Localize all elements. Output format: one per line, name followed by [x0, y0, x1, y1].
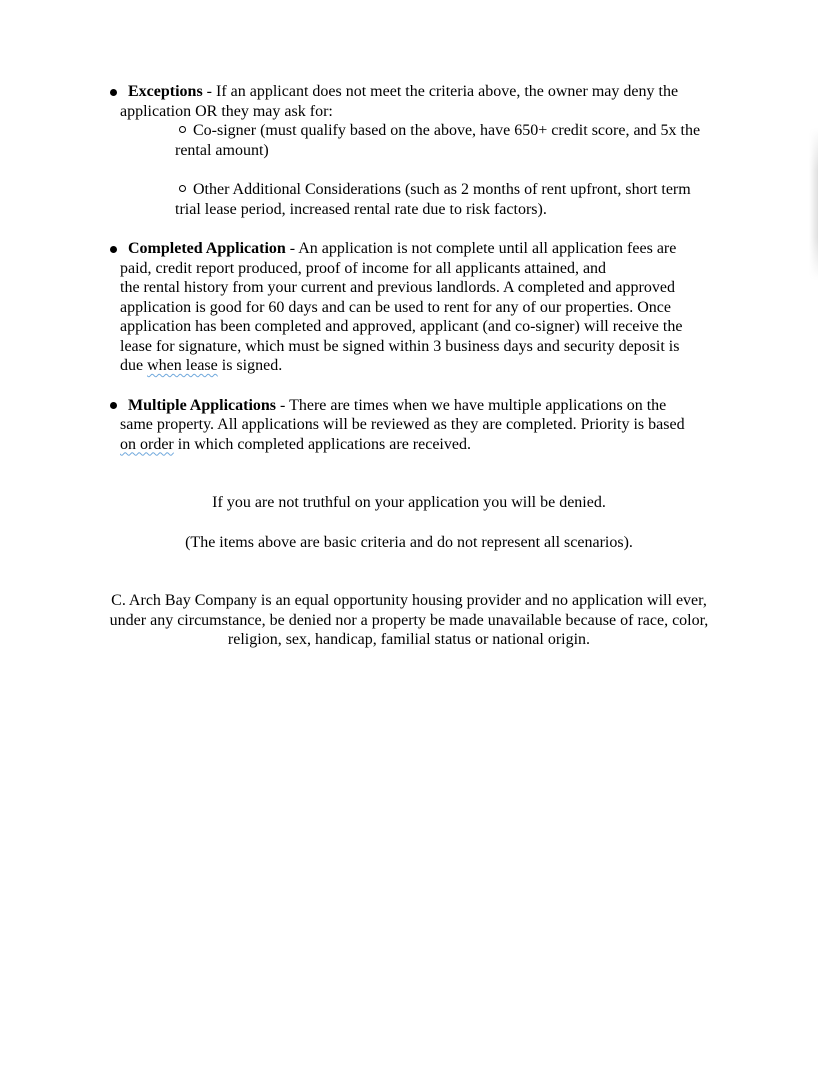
bullet-exceptions	[120, 82, 818, 121]
text-line: paid, credit report produced, proof of income for all applicants attained, and	[120, 259, 607, 277]
spellcheck-flagged-text: on order	[120, 435, 174, 453]
text-line: religion, sex, handicap, familial status or national origin.	[227, 631, 591, 648]
bullet-text: is signed.	[217, 357, 283, 374]
bullet-circle-icon	[179, 126, 186, 133]
text-line	[120, 82, 818, 102]
bullet-label: Multiple Applications	[128, 396, 277, 414]
subbullet-other-considerations	[175, 180, 818, 219]
text-line: application OR they may ask for:	[120, 102, 333, 120]
subbullet-text: Other Additional Considerations (such as 2 months of rent upfront, short term	[193, 181, 691, 198]
text-line: lease for signature, which must be signed within 3 business days and security deposit is	[120, 337, 680, 355]
text-line: the rental history from your current and previous landlords. A completed and approved	[120, 279, 675, 296]
text-line: rental amount)	[175, 141, 269, 159]
text-line	[120, 356, 818, 376]
subbullet-text: Co-signer (must qualify based on the above, have 650+ credit score, and 5x the	[193, 122, 701, 139]
bullet-text: - If an applicant does not meet the criteria above, the owner may deny the	[202, 83, 679, 100]
bullet-disc-icon	[110, 402, 117, 409]
text-line	[120, 239, 818, 259]
text-line	[175, 121, 818, 141]
text-line: trial lease period, increased rental rate due to risk factors).	[175, 200, 547, 218]
subbullet-cosigner	[175, 121, 818, 160]
bullet-completed-application	[120, 239, 818, 376]
bullet-text: - An application is not complete until all application fees are	[285, 240, 677, 257]
text-line	[120, 435, 818, 455]
equal-opportunity-statement	[0, 591, 818, 650]
bullet-multiple-applications	[120, 396, 818, 455]
disclaimer-note: (The items above are basic criteria and do not represent all scenarios).	[185, 533, 633, 551]
bullet-disc-icon	[110, 246, 117, 253]
text-line: same property. All applications will be reviewed as they are completed. Priority is based	[120, 416, 685, 433]
bullet-disc-icon	[110, 89, 117, 96]
bullet-text: due	[120, 357, 148, 374]
text-line: application is good for 60 days and can be used to rent for any of our properties. Once	[120, 298, 671, 316]
spellcheck-flagged-text: when lease	[147, 357, 218, 374]
bullet-text: in which completed applications are received.	[173, 435, 471, 453]
text-line	[175, 180, 818, 200]
text-line	[120, 396, 818, 416]
bullet-circle-icon	[179, 185, 186, 192]
text-line: C. Arch Bay Company is an equal opportunity housing provider and no application will ever,	[111, 592, 707, 609]
bullet-text: - There are times when we have multiple applications on the	[276, 396, 667, 414]
truthful-notice: If you are not truthful on your application you will be denied.	[212, 494, 606, 511]
text-line: application has been completed and approved, applicant (and co-signer) will receive the	[120, 318, 683, 335]
text-line: under any circumstance, be denied nor a property be made unavailable because of race, color,	[109, 611, 709, 629]
bullet-label: Exceptions	[128, 83, 203, 100]
bullet-label: Completed Application	[128, 240, 286, 257]
